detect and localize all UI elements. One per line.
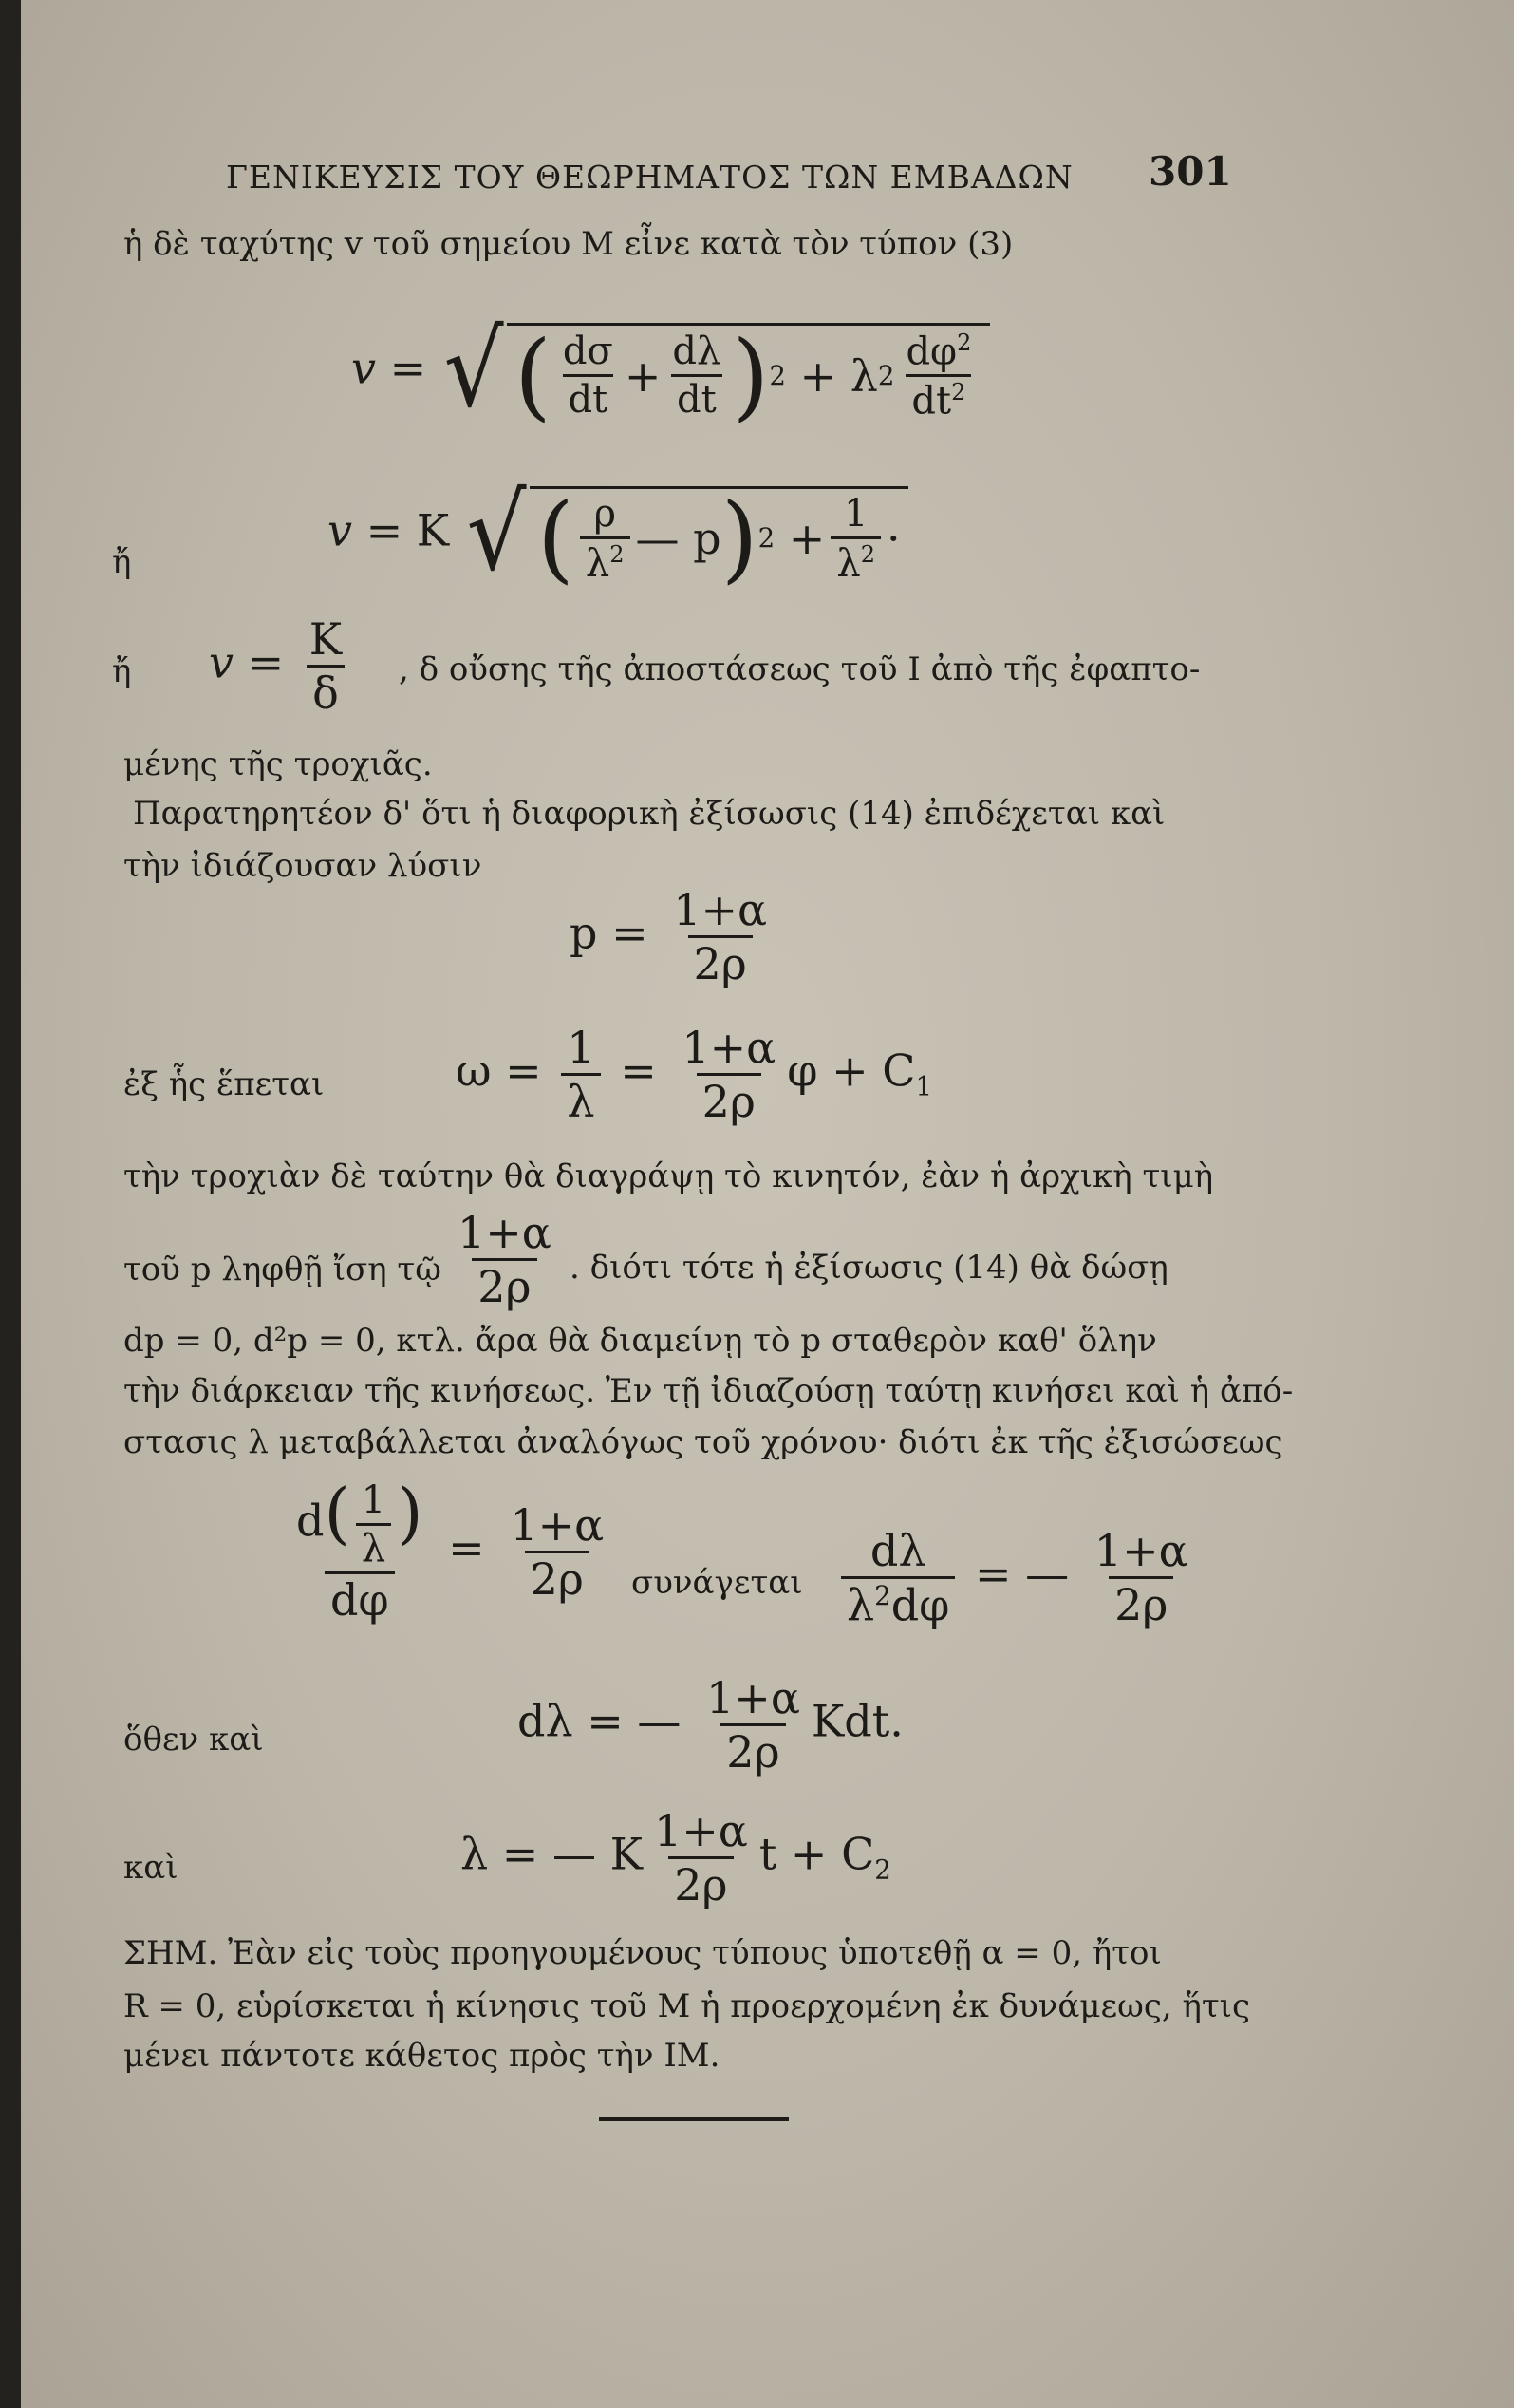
equation-velocity-2: v = K √ ( $\frac{\rho}{\lambda^2}$ — p ) 2 + $\frac{1}{\lambda^2}$ · (327, 486, 908, 582)
text-line: τοῦ p ληφθῇ ἴση τῷ (123, 1251, 441, 1289)
page-edge-shadow (0, 0, 21, 2408)
text-line: μένει πάντοτε κάθετος πρὸς τὴν ΙΜ. (123, 2037, 720, 2075)
equation-velocity-1: v = √ ( $\frac{d\sigma}{dt}$ + $\frac{d\lambda}{dt}$ ) 2 + λ 2 $\frac{d\varphi^2}{dt^2}$ (351, 323, 990, 421)
eta-label: ἤ (112, 543, 132, 581)
text-line: μένης τῆς τροχιᾶς. (123, 745, 433, 783)
text-line: , δ οὔσης τῆς ἀποστάσεως τοῦ Ι ἀπὸ τῆς ἐφαπτο- (399, 650, 1201, 688)
text-line: ἡ δὲ ταχύτης v τοῦ σημείου Μ εἶνε κατὰ τὸν τύπον (3) (123, 225, 1014, 263)
text-line: ΣΗΜ. Ἐὰν εἰς τοὺς προηγουμένους τύπους ὑποτεθῇ α = 0, ἤτοι (123, 1934, 1162, 1972)
equation-dlambda-3: dλ = — $\frac{1+\alpha}{2\rho}$ Kdt. (517, 1672, 904, 1778)
equation-lambda: λ = — K $\frac{1+\alpha}{2\rho}$ $t + C_2$ (460, 1805, 891, 1910)
end-rule (599, 2117, 789, 2121)
text-line: τὴν διάρκειαν τῆς κινήσεως. Ἐν τῇ ἰδιαζούσῃ ταύτῃ κινήσει καὶ ἡ ἀπό- (123, 1372, 1294, 1410)
equation-omega: ω = $\frac{1}{\lambda}$ = $\frac{1+\alpha}{2\rho}$ $\varphi + C_1$ (456, 1022, 933, 1127)
page-number: 301 (1149, 148, 1232, 195)
text-line: συνάγεται (631, 1564, 803, 1602)
text-line: καὶ (123, 1849, 178, 1887)
text-line: ὅθεν καὶ (123, 1721, 264, 1759)
text-line: τὴν ἰδιάζουσαν λύσιν (123, 847, 482, 885)
equation-dlambda-2: $\frac{d\lambda}{\lambda^2d\varphi}$ = — $\frac{1+\alpha}{2\rho}$ (835, 1529, 1200, 1627)
text-line: R = 0, εὑρίσκεται ἡ κίνησις τοῦ Μ ἡ προερχομένη ἐκ δυνάμεως, ἥτις (123, 1987, 1251, 2025)
text-line: ἐξ ἧς ἕπεται (123, 1065, 325, 1103)
text-line: τὴν τροχιὰν δὲ ταύτην θὰ διαγράψῃ τὸ κινητόν, ἐὰν ἡ ἀρχικὴ τιμὴ (123, 1157, 1214, 1195)
equation-velocity-3: v = $\frac{K}{\delta}$ (209, 617, 353, 715)
text-line: στασις λ μεταβάλλεται ἀναλόγως τοῦ χρόνου· διότι ἐκ τῆς ἐξισώσεως (123, 1423, 1283, 1461)
text-line: Παρατηρητέον δ' ὅτι ἡ διαφορικὴ ἐξίσωσις (14) ἐπιδέχεται καὶ (133, 795, 1166, 833)
equation-p: p = $\frac{1+\alpha}{2\rho}$ (570, 884, 768, 989)
text-line: . διότι τότε ἡ ἐξίσωσις (14) θὰ δώσῃ (570, 1249, 1168, 1287)
equation-dlambda-1: d( $\frac{1}{\lambda}$ ) dφ = $\frac{1+\alpha}{2\rho}$ (296, 1474, 605, 1626)
running-title: ΓΕΝΙΚΕΥΣΙΣ ΤΟΥ ΘΕΩΡΗΜΑΤΟΣ ΤΩΝ ΕΜΒΑΔΩΝ (226, 159, 1074, 196)
text-line: dp = 0, d²p = 0, κτλ. ἄρα θὰ διαμείνῃ τὸ p σταθερὸν καθ' ὅλην (123, 1322, 1157, 1360)
fraction-inline: $\frac{1+\alpha}{2\rho}$ (458, 1207, 551, 1312)
eta-label: ἤ (112, 652, 132, 690)
